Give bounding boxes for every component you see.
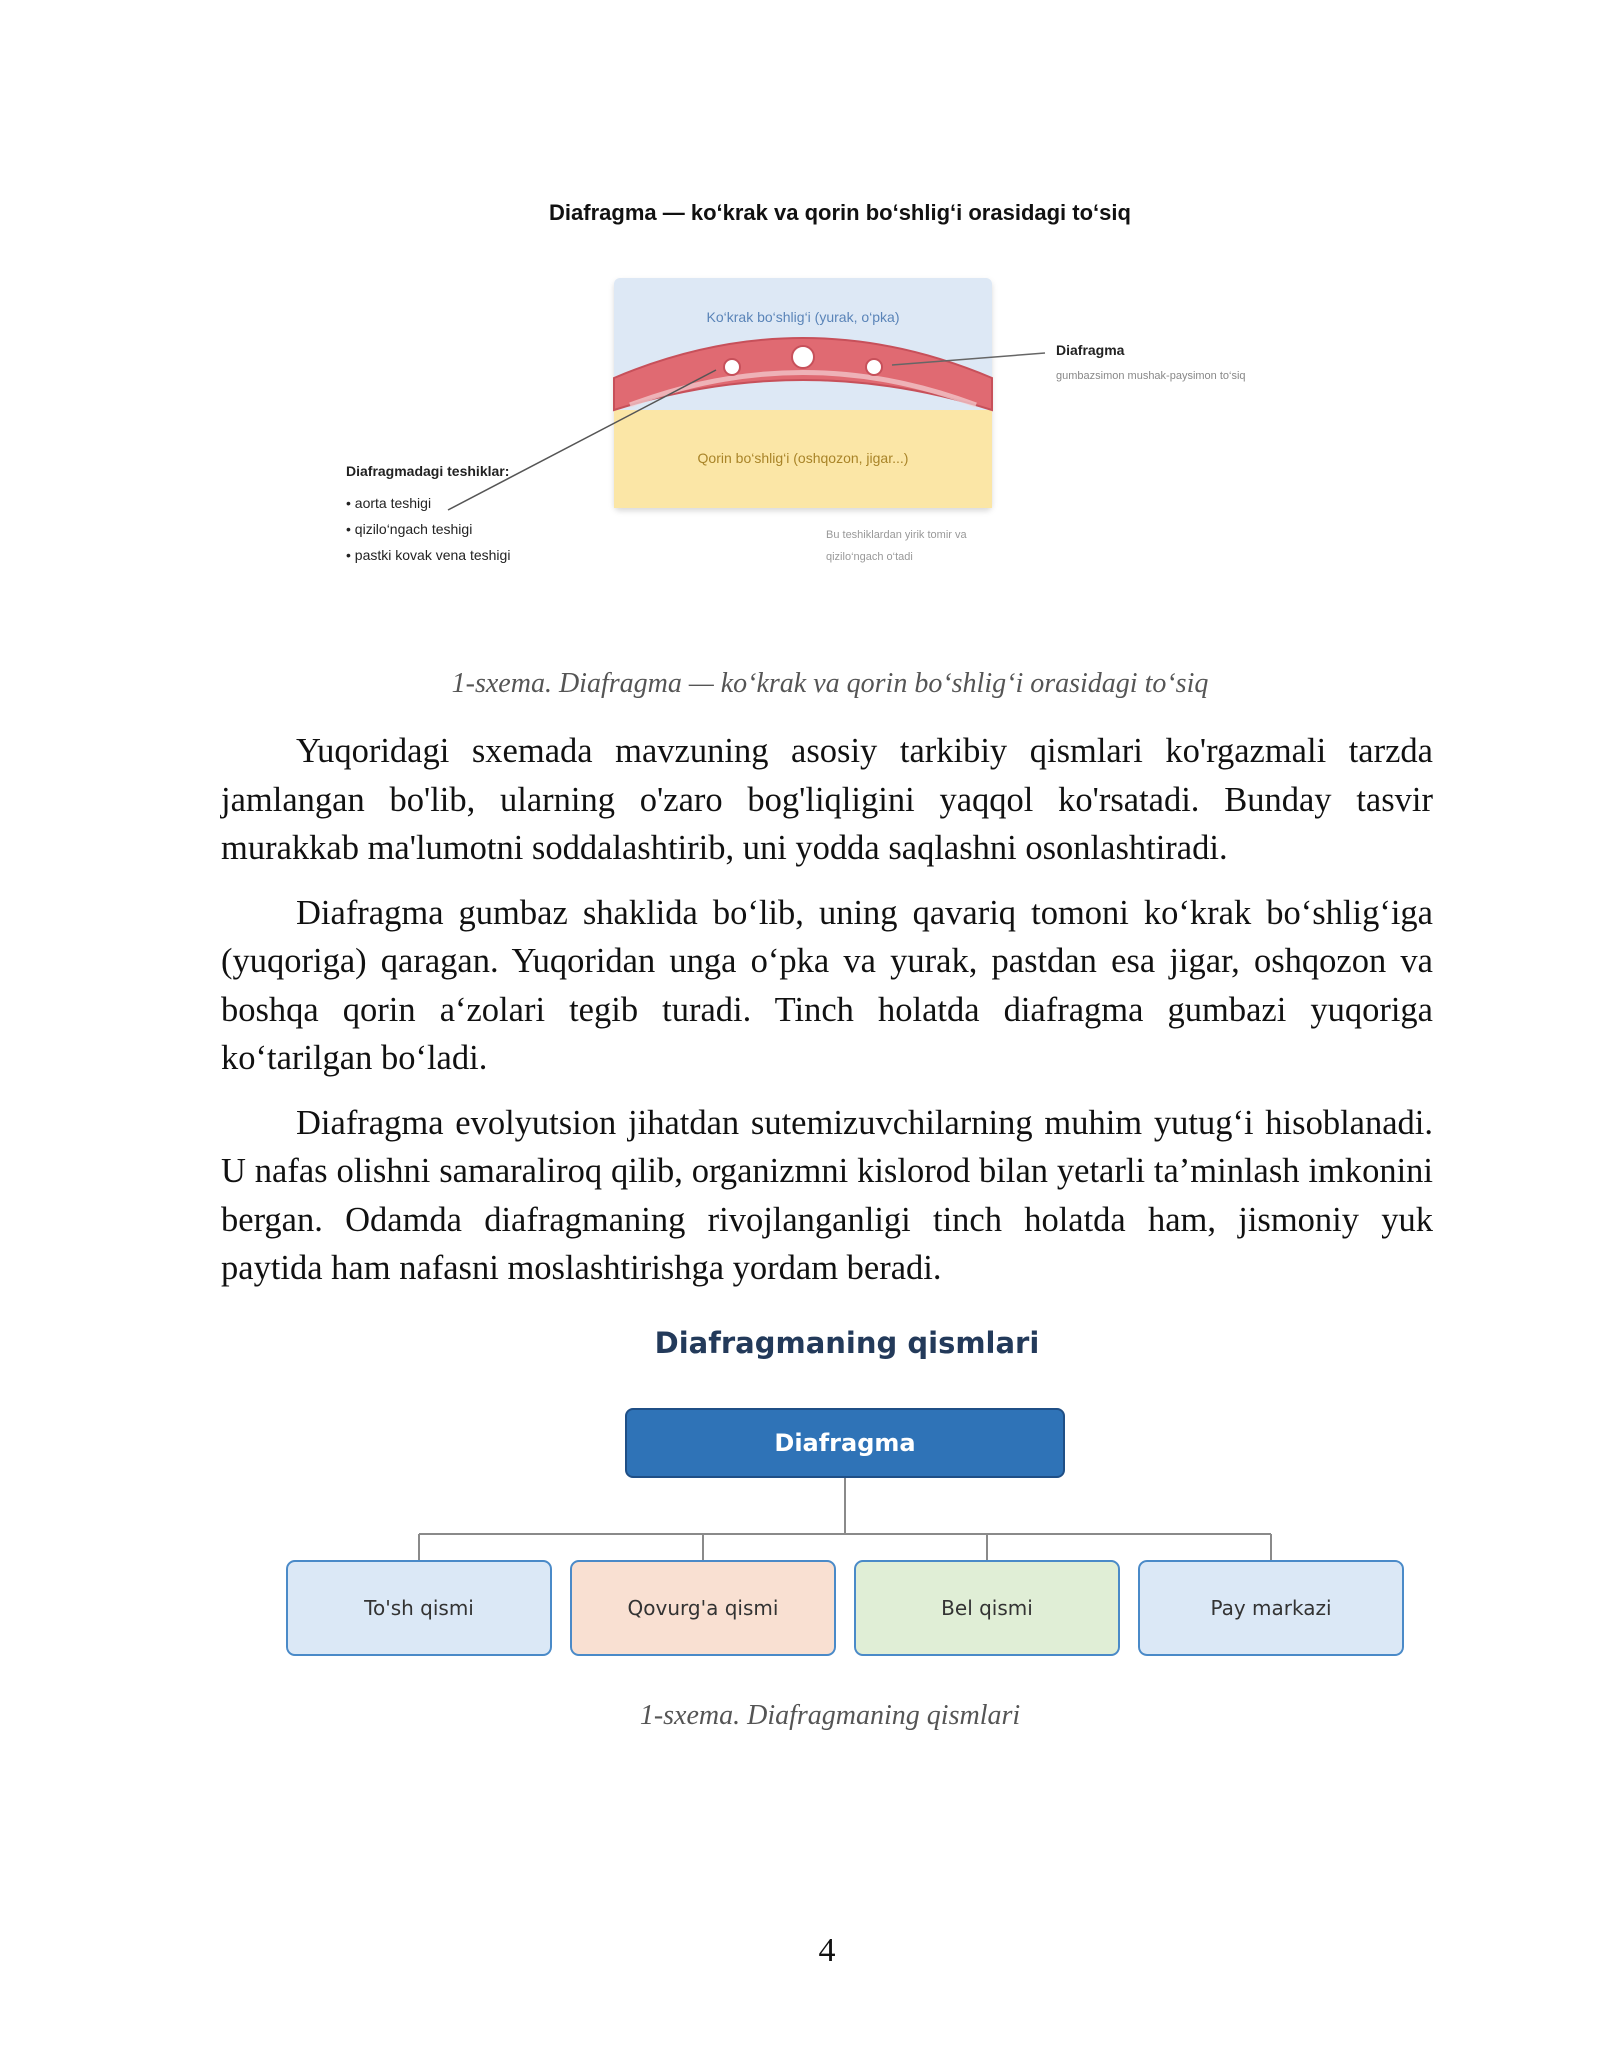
diaphragm-sublabel: gumbazsimon mushak-paysimon to‘siq <box>1056 370 1246 382</box>
opening-item: • qizilo‘ngach teshigi <box>346 521 473 537</box>
opening-item: • pastki kovak vena teshigi <box>346 547 511 563</box>
opening-item: • aorta teshigi <box>346 495 432 511</box>
child-node-tosh-qismi: To'sh qismi <box>286 1560 552 1656</box>
page-number: 4 <box>818 1932 836 1969</box>
diaphragm-diagram-svg <box>330 270 1360 580</box>
note-line: qizilo‘ngach o‘tadi <box>826 551 913 563</box>
figure1-caption: 1-sxema. Diafragma — ko‘krak va qorin bo‘shlig‘i orasidagi to‘siq <box>451 668 1209 699</box>
paragraph: Diafragma evolyutsion jihatdan sutemizuvchilarning muhim yutug‘i hisoblanadi. U nafas olishni samaraliroq qilib, organizmni kislorod bilan yetarli ta’minlash imkonini bergan. Odamda diafragmaning rivojlanganligi tinch holatda ham, jismoniy yuk paytida ham nafasni moslashtirishga yordam beradi. <box>221 1103 1433 1287</box>
paragraph: Yuqoridagi sxemada mavzuning asosiy tarkibiy qismlari ko'rgazmali tarzda jamlangan bo'lib, ularning o'zaro bog'liqligini yaqqol ko'rsatadi. Bunday tasvir murakkab ma'lumotni soddalashtirib, uni yodda saqlashni osonlashtiradi. <box>221 732 1433 867</box>
vena-cava-opening <box>866 359 882 375</box>
esophagus-opening <box>792 346 814 368</box>
openings-title: Diafragmadagi teshiklar: <box>346 463 510 479</box>
diaphragm-label: Diafragma <box>1056 342 1125 358</box>
abdomen-label: Qorin bo‘shlig‘i (oshqozon, jigar...) <box>697 450 909 466</box>
body-text <box>221 727 1433 1309</box>
figure2-title: Diafragmaning qismlari <box>654 1326 1040 1360</box>
child-node-pay-markazi: Pay markazi <box>1138 1560 1404 1656</box>
root-node-diafragma: Diafragma <box>625 1408 1065 1478</box>
paragraph: Diafragma gumbaz shaklida bo‘lib, uning qavariq tomoni ko‘krak bo‘shlig‘iga (yuqoriga) qaragan. Yuqoridan unga o‘pka va yurak, pastdan esa jigar, oshqozon va boshqa qorin a‘zolari tegib turadi. Tinch holatda diafragma gumbazi yuqoriga ko‘tarilgan bo‘ladi. <box>221 893 1433 1077</box>
figure2-caption: 1-sxema. Diafragmaning qismlari <box>639 1700 1021 1731</box>
note-line: Bu teshiklardan yirik tomir va <box>826 529 967 541</box>
diaphragm-diagram <box>330 270 1360 580</box>
child-node-qovurga-qismi: Qovurg'a qismi <box>570 1560 836 1656</box>
chest-label: Ko‘krak bo‘shlig‘i (yurak, o‘pka) <box>706 309 900 325</box>
child-node-bel-qismi: Bel qismi <box>854 1560 1120 1656</box>
aorta-opening <box>724 359 740 375</box>
figure1-title: Diafragma — ko‘krak va qorin bo‘shlig‘i orasidagi to‘siq <box>549 200 1131 225</box>
